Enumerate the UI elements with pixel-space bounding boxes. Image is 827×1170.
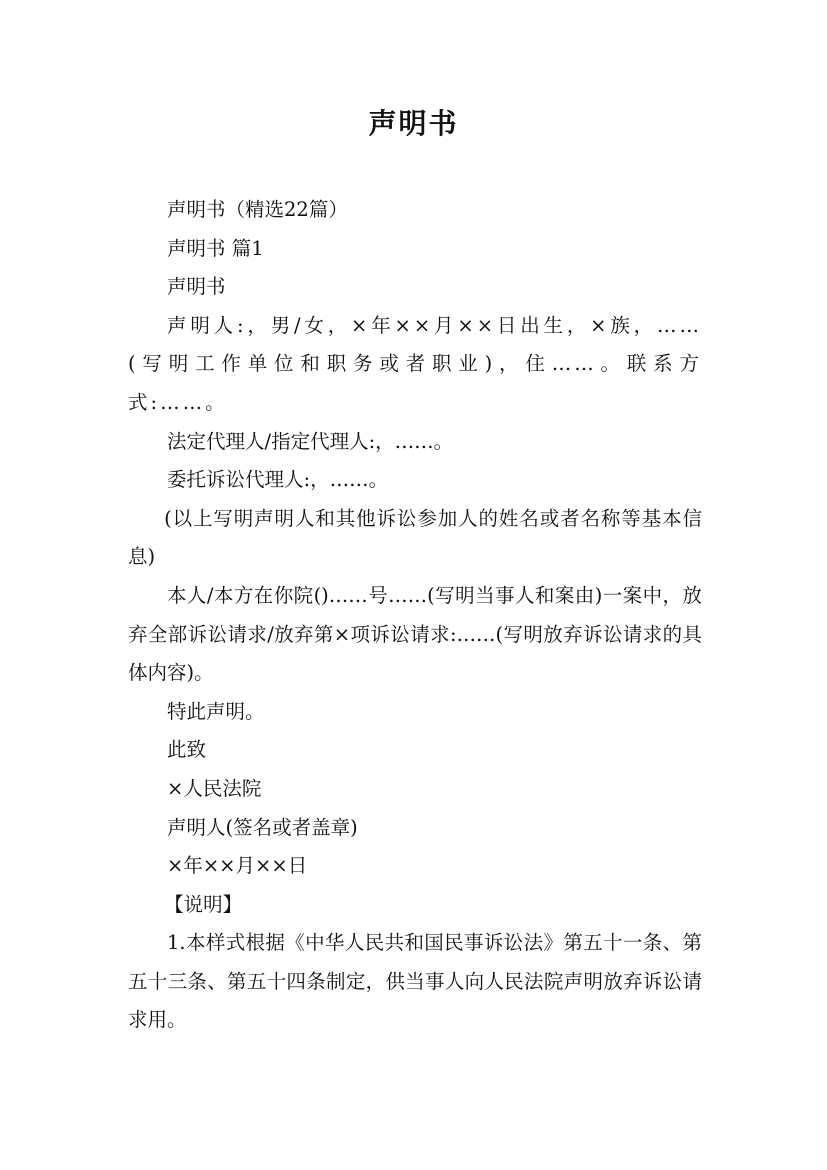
paragraph-legal-agent: 法定代理人/指定代理人:，……。 — [167, 429, 454, 453]
paragraph-article-title: 声明书 — [167, 275, 226, 299]
paragraph-declarant-info: 声明人:，男/女，×年××月××日出生，×族，……(写明工作单位和职务或者职业)，住……。联系方式:……。 — [128, 313, 702, 414]
paragraph-litigation-agent: 委托诉讼代理人:，……。 — [167, 468, 389, 492]
paragraph-basic-info-note: (以上写明声明人和其他诉讼参加人的姓名或者名称等基本信息) — [128, 506, 702, 569]
paragraph-heading-collection: 声明书（精选22篇） — [167, 198, 348, 221]
paragraph-notes-heading: 【说明】 — [164, 892, 243, 916]
paragraph-note-1: 1.本样式根据《中华人民共和国民事诉讼法》第五十一条、第五十三条、第五十四条制定，供当事人向人民法院声明放弃诉讼请求用。 — [128, 931, 702, 1032]
paragraph-hereby-declare: 特此声明。 — [167, 699, 265, 723]
paragraph-court-name: ×人民法院 — [167, 776, 262, 800]
paragraph-date: ×年××月××日 — [167, 854, 308, 878]
document-body — [128, 191, 702, 1040]
paragraph-signature: 声明人(签名或者盖章) — [167, 815, 358, 839]
paragraph-waiver-statement: 本人/本方在你院()……号……(写明当事人和案由)一案中，放弃全部诉讼请求/放弃第×项诉讼请求:……(写明放弃诉讼请求的具体内容)。 — [128, 583, 702, 685]
document-title: 声明书 — [368, 107, 459, 140]
paragraph-salutation: 此致 — [167, 738, 207, 762]
paragraph-article-number: 声明书 篇1 — [167, 236, 264, 260]
